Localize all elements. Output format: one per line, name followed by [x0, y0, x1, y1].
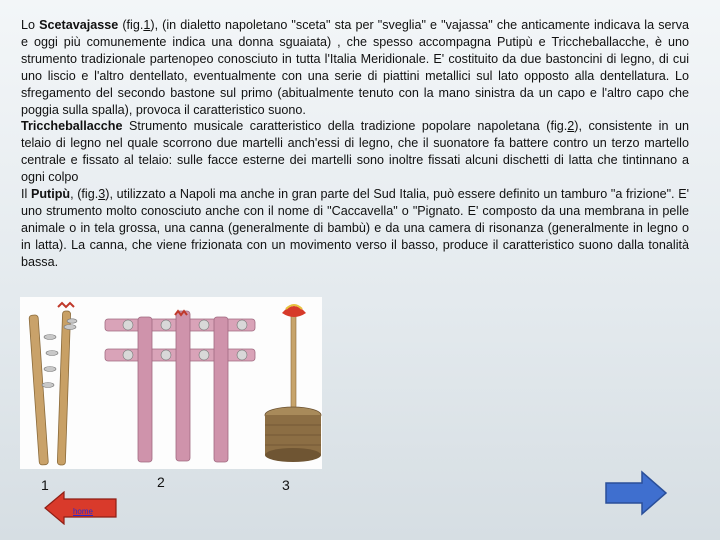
figure-number-1: 1: [41, 477, 49, 493]
fig-2-link[interactable]: 2: [567, 119, 575, 134]
paragraph-putipu: Il Putipù, (fig.3), utilizzato a Napoli ma anche in gran parte del Sud Italia, può essere definito un tamburo "a frizione". E' uno strumento molto conosciuto anche con il nome di "Caccavella" o "Pignato. E' composto da una membrana in pelle animale o in tela grossa, una canna (generalmente di bambù) e da una camera di risonanza (generalmente in legno o in latta). La canna, che viene frizionata con un movimento verso il basso, produce il caratteristico suono dalla tonalità bassa.: [21, 187, 689, 269]
putipu-illustration: [265, 305, 321, 462]
scetavajasse-illustration: [29, 303, 77, 465]
next-arrow-icon[interactable]: [604, 470, 668, 516]
fig-1-link[interactable]: 1: [143, 18, 151, 32]
triccheballacche-illustration: [105, 311, 255, 462]
fig-3-link[interactable]: 3: [98, 187, 106, 202]
description-text: [21, 17, 689, 271]
term-putipu: Putipù: [30, 187, 71, 202]
term-scetavajasse: Scetavajasse: [39, 18, 119, 32]
home-link[interactable]: home: [72, 507, 93, 516]
term-triccheballacche: Triccheballacche: [21, 119, 123, 134]
figure-number-2: 2: [157, 474, 165, 490]
paragraph-triccheballacche: Triccheballacche Strumento musicale caratteristico della tradizione popolare napoletana (fig.2), consistente in un telaio di legno nel quale scorrono due martelli anch'essi di legno, che il suonatore fa battere contro un terzo martello centrale e fissato al telaio: sulle facce esterne dei martelli sono inoltre fissati alcuni dischetti di latta che tintinnano a ogni colpo: [21, 119, 689, 185]
paragraph-scetavajasse: Lo Scetavajasse (fig.1), (in dialetto napoletano "sceta" sta per "sveglia" e "vajassa" che anticamente indicava la serva e oggi più comunemente indica una donna sguaiata) , che spesso accompagna Putipù e Triccheballacche, è uno strumento tradizionale partenopeo conosciuto in tutta l'Italia Meridionale. E' costituito da due bastoncini di legno, di cui uno liscio e l'altro dentellato, eventualmente con una serie di piattini metallici sul lato opposto alla dentellatura. Lo sfregamento del secondo bastone sul primo (abitualmente tenuto con la mano sinistra da un capo e l'altro capo che poggia sulla spalla), provoca il caratteristico suono.: [21, 18, 690, 117]
instruments-photo: [20, 297, 322, 469]
figure-number-3: 3: [282, 477, 290, 493]
